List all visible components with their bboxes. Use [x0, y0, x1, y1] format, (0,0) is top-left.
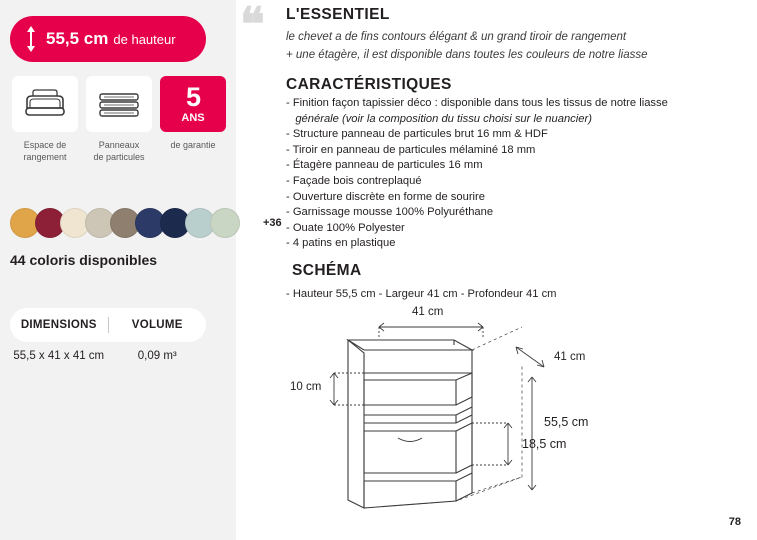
height-badge: [10, 16, 206, 62]
list-item: - Façade bois contreplaqué: [286, 174, 422, 187]
shelf-height-label: 10 cm: [290, 381, 322, 393]
caracteristiques-list: [286, 96, 711, 252]
total-height-label: 55,5 cm: [544, 415, 589, 429]
list-item: générale (voir la composition du tissu choisi sur le nuancier): [286, 112, 592, 125]
list-item: - Garnissage mousse 100% Polyuréthane: [286, 206, 494, 219]
left-sidebar: [0, 0, 282, 540]
width-label: 41 cm: [412, 306, 444, 318]
storage-space-icon: [12, 76, 78, 132]
schema-dimensions-line: - Hauteur 55,5 cm - Largeur 41 cm - Profondeur 41 cm: [286, 288, 557, 300]
essentiel-text: [286, 28, 686, 64]
height-suffix: de hauteur: [113, 31, 176, 47]
list-item: - Ouverture discrète en forme de sourire: [286, 190, 485, 203]
feature-particle-board: [86, 76, 152, 163]
depth-label: 41 cm: [554, 351, 586, 363]
list-item: - Tiroir en panneau de particules mélaminé 18 mm: [286, 143, 536, 156]
feature-icons-row: [12, 76, 226, 163]
feature-guarantee: [160, 76, 226, 163]
list-item: - Structure panneau de particules brut 16 mm & HDF: [286, 128, 548, 141]
feature-storage-space: [12, 76, 78, 163]
guarantee-unit: ANS: [181, 112, 205, 124]
color-swatches: [10, 208, 292, 238]
list-item: - Finition façon tapissier déco : disponible dans tous les tissus de notre liasse: [286, 97, 668, 109]
feature-caption: Espace de rangement: [23, 140, 67, 162]
list-item: - Étagère panneau de particules 16 mm: [286, 159, 483, 172]
essentiel-line-1: le chevet a de fins contours élégant & un grand tiroir de rangement: [286, 31, 627, 43]
more-colors-badge[interactable]: +36: [253, 213, 292, 233]
schema-drawing: [286, 305, 726, 525]
guarantee-badge: [160, 76, 226, 132]
essentiel-title: L'ESSENTIEL: [286, 6, 390, 23]
dimensions-header: DIMENSIONS: [20, 319, 97, 331]
page-number: 78: [728, 516, 741, 528]
drawer-height-label: 18,5 cm: [522, 437, 567, 451]
up-down-arrow-icon: [18, 24, 44, 54]
essentiel-line-2: + une étagère, il est disponible dans toutes les couleurs de notre liasse: [286, 49, 648, 61]
colors-available-label: 44 coloris disponibles: [10, 252, 158, 268]
guarantee-years: 5: [185, 82, 201, 112]
dimensions-volume-card: [10, 308, 206, 342]
caracteristiques-title: CARACTÉRISTIQUES: [286, 76, 452, 93]
particle-board-icon: [86, 76, 152, 132]
feature-caption: de garantie: [170, 140, 216, 150]
right-content: [286, 0, 757, 540]
volume-value: 0,09 m³: [137, 350, 177, 362]
dimensions-volume-values: [10, 350, 206, 362]
volume-header: VOLUME: [131, 319, 183, 331]
nightstand-technical-drawing: [286, 305, 726, 525]
color-swatch[interactable]: [210, 208, 240, 238]
quote-mark-icon: ❝: [240, 0, 265, 50]
schema-title: SCHÉMA: [292, 262, 362, 279]
height-value: 55,5 cm: [46, 29, 109, 48]
feature-caption: Panneaux de particules: [93, 140, 145, 162]
dimensions-value: 55,5 x 41 x 41 cm: [13, 350, 105, 362]
list-item: - 4 patins en plastique: [286, 237, 396, 250]
list-item: - Ouate 100% Polyester: [286, 221, 405, 234]
